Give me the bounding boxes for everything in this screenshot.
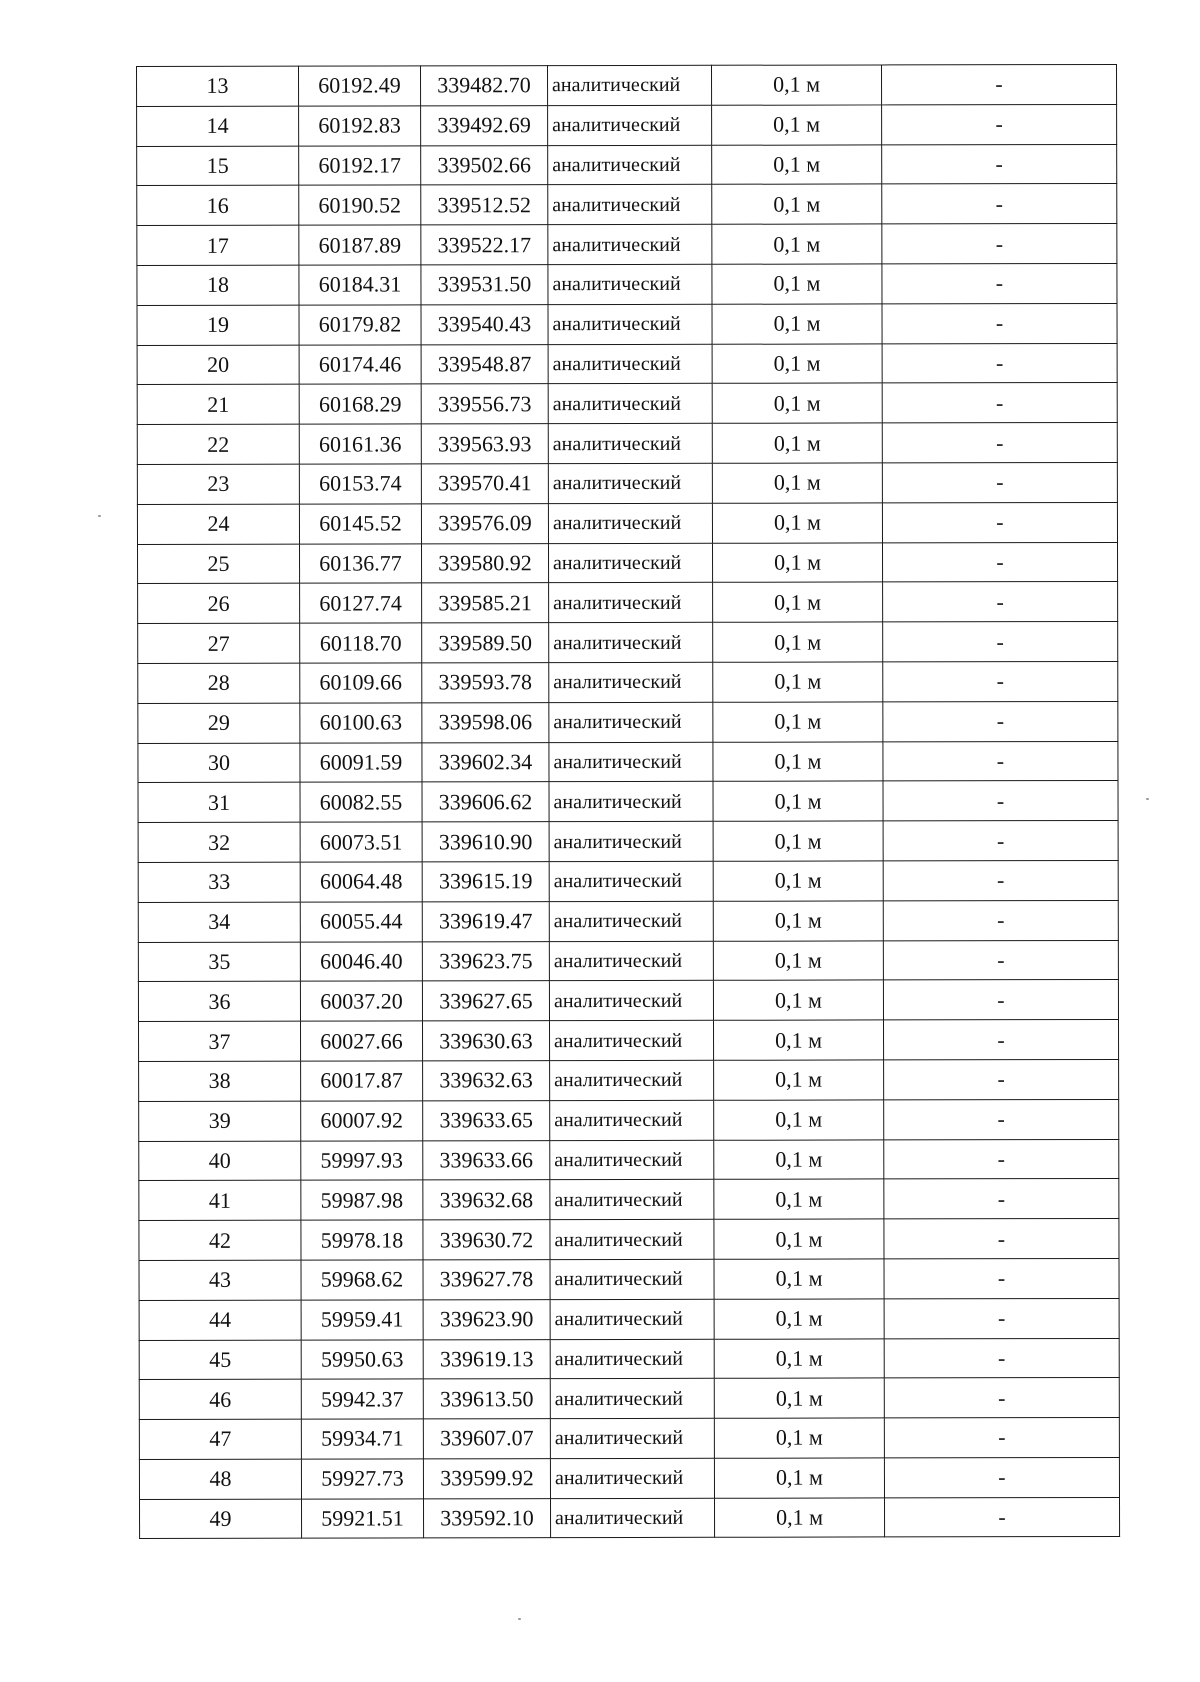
note-cell: - bbox=[882, 144, 1117, 184]
note-cell: - bbox=[884, 1099, 1119, 1139]
x-coordinate-cell: 59987.98 bbox=[301, 1180, 423, 1220]
x-coordinate-cell: 60136.77 bbox=[300, 543, 422, 583]
y-coordinate-cell: 339607.07 bbox=[423, 1419, 550, 1459]
table-row-29 bbox=[138, 701, 1118, 743]
point-number-cell: 43 bbox=[139, 1260, 301, 1300]
coordinates-table-body bbox=[137, 64, 1120, 1539]
table-row-41 bbox=[139, 1179, 1119, 1221]
y-coordinate-cell: 339599.92 bbox=[423, 1459, 550, 1499]
table-row-26 bbox=[138, 582, 1118, 624]
accuracy-cell: 0,1 м bbox=[713, 821, 883, 861]
x-coordinate-cell: 60118.70 bbox=[300, 623, 422, 663]
note-cell: - bbox=[882, 502, 1117, 542]
method-cell: аналитический bbox=[549, 702, 713, 742]
point-number-cell: 46 bbox=[139, 1379, 301, 1419]
table-row-27 bbox=[138, 622, 1118, 664]
point-number-cell: 17 bbox=[137, 225, 299, 265]
note-cell: - bbox=[883, 940, 1118, 980]
method-cell: аналитический bbox=[549, 782, 713, 822]
point-number-cell: 32 bbox=[138, 822, 300, 862]
note-cell: - bbox=[883, 661, 1118, 701]
point-number-cell: 15 bbox=[137, 146, 299, 186]
table-row-39 bbox=[139, 1099, 1119, 1141]
x-coordinate-cell: 60100.63 bbox=[300, 703, 422, 743]
x-coordinate-cell: 60046.40 bbox=[300, 941, 422, 981]
note-cell: - bbox=[883, 781, 1118, 821]
table-row-21 bbox=[137, 383, 1117, 425]
y-coordinate-cell: 339502.66 bbox=[421, 145, 548, 185]
table-row-24 bbox=[137, 502, 1117, 544]
accuracy-cell: 0,1 м bbox=[712, 184, 882, 224]
note-cell: - bbox=[883, 980, 1118, 1020]
table-row-34 bbox=[138, 900, 1118, 942]
accuracy-cell: 0,1 м bbox=[714, 1259, 884, 1299]
x-coordinate-cell: 60161.36 bbox=[299, 424, 421, 464]
point-number-cell: 13 bbox=[137, 66, 299, 106]
table-row-37 bbox=[139, 1020, 1119, 1062]
x-coordinate-cell: 59959.41 bbox=[301, 1300, 423, 1340]
y-coordinate-cell: 339602.34 bbox=[422, 742, 549, 782]
method-cell: аналитический bbox=[549, 742, 713, 782]
y-coordinate-cell: 339570.41 bbox=[421, 464, 548, 504]
method-cell: аналитический bbox=[551, 1498, 715, 1538]
accuracy-cell: 0,1 м bbox=[712, 304, 882, 344]
table-row-43 bbox=[139, 1258, 1119, 1300]
accuracy-cell: 0,1 м bbox=[713, 980, 883, 1020]
accuracy-cell: 0,1 м bbox=[714, 1020, 884, 1060]
table-row-14 bbox=[137, 104, 1117, 146]
point-number-cell: 33 bbox=[138, 862, 300, 902]
point-number-cell: 27 bbox=[138, 623, 300, 663]
y-coordinate-cell: 339556.73 bbox=[421, 384, 548, 424]
note-cell: - bbox=[884, 1258, 1119, 1298]
table-row-46 bbox=[139, 1378, 1119, 1420]
table-row-31 bbox=[138, 781, 1118, 823]
accuracy-cell: 0,1 м bbox=[714, 1299, 884, 1339]
y-coordinate-cell: 339619.13 bbox=[423, 1339, 550, 1379]
table-row-23 bbox=[137, 462, 1117, 504]
note-cell: - bbox=[884, 1179, 1119, 1219]
y-coordinate-cell: 339632.63 bbox=[423, 1061, 550, 1101]
table-row-16 bbox=[137, 184, 1117, 226]
accuracy-cell: 0,1 м bbox=[714, 1219, 884, 1259]
y-coordinate-cell: 339482.70 bbox=[421, 66, 548, 106]
y-coordinate-cell: 339613.50 bbox=[423, 1379, 550, 1419]
y-coordinate-cell: 339522.17 bbox=[421, 225, 548, 265]
coordinates-table bbox=[136, 64, 1120, 1540]
note-cell: - bbox=[883, 582, 1118, 622]
note-cell: - bbox=[881, 64, 1116, 104]
note-cell: - bbox=[882, 383, 1117, 423]
x-coordinate-cell: 59950.63 bbox=[301, 1339, 423, 1379]
note-cell: - bbox=[882, 263, 1117, 303]
method-cell: аналитический bbox=[549, 583, 713, 623]
method-cell: аналитический bbox=[548, 304, 712, 344]
table-row-42 bbox=[139, 1219, 1119, 1261]
note-cell: - bbox=[883, 701, 1118, 741]
method-cell: аналитический bbox=[548, 145, 712, 185]
note-cell: - bbox=[883, 821, 1118, 861]
accuracy-cell: 0,1 м bbox=[714, 1100, 884, 1140]
table-row-45 bbox=[139, 1338, 1119, 1380]
method-cell: аналитический bbox=[548, 344, 712, 384]
method-cell: аналитический bbox=[550, 1299, 714, 1339]
y-coordinate-cell: 339589.50 bbox=[422, 623, 549, 663]
x-coordinate-cell: 60153.74 bbox=[299, 464, 421, 504]
point-number-cell: 42 bbox=[139, 1220, 301, 1260]
point-number-cell: 34 bbox=[138, 902, 300, 942]
method-cell: аналитический bbox=[550, 1418, 714, 1458]
note-cell: - bbox=[883, 1020, 1118, 1060]
table-row-19 bbox=[137, 303, 1117, 345]
method-cell: аналитический bbox=[549, 901, 713, 941]
point-number-cell: 31 bbox=[138, 783, 300, 823]
x-coordinate-cell: 60192.17 bbox=[299, 145, 421, 185]
x-coordinate-cell: 59942.37 bbox=[301, 1379, 423, 1419]
accuracy-cell: 0,1 м bbox=[714, 1179, 884, 1219]
note-cell: - bbox=[884, 1457, 1119, 1497]
y-coordinate-cell: 339632.68 bbox=[423, 1180, 550, 1220]
x-coordinate-cell: 60007.92 bbox=[301, 1101, 423, 1141]
x-coordinate-cell: 60187.89 bbox=[299, 225, 421, 265]
method-cell: аналитический bbox=[550, 1458, 714, 1498]
accuracy-cell: 0,1 м bbox=[713, 861, 883, 901]
method-cell: аналитический bbox=[550, 1180, 714, 1220]
y-coordinate-cell: 339580.92 bbox=[422, 543, 549, 583]
point-number-cell: 25 bbox=[138, 544, 300, 584]
note-cell: - bbox=[883, 860, 1118, 900]
method-cell: аналитический bbox=[549, 622, 713, 662]
x-coordinate-cell: 59921.51 bbox=[302, 1499, 424, 1539]
point-number-cell: 14 bbox=[137, 106, 299, 146]
point-number-cell: 28 bbox=[138, 663, 300, 703]
method-cell: аналитический bbox=[550, 1100, 714, 1140]
point-number-cell: 24 bbox=[137, 504, 299, 544]
accuracy-cell: 0,1 м bbox=[712, 383, 882, 423]
accuracy-cell: 0,1 м bbox=[712, 503, 882, 543]
point-number-cell: 22 bbox=[137, 424, 299, 464]
scan-speck bbox=[1146, 798, 1149, 800]
table-row-47 bbox=[139, 1418, 1119, 1460]
y-coordinate-cell: 339627.78 bbox=[423, 1260, 550, 1300]
point-number-cell: 47 bbox=[139, 1419, 301, 1459]
y-coordinate-cell: 339531.50 bbox=[421, 265, 548, 305]
note-cell: - bbox=[882, 104, 1117, 144]
accuracy-cell: 0,1 м bbox=[712, 344, 882, 384]
x-coordinate-cell: 60192.49 bbox=[299, 66, 421, 106]
y-coordinate-cell: 339563.93 bbox=[421, 424, 548, 464]
method-cell: аналитический bbox=[549, 861, 713, 901]
method-cell: аналитический bbox=[549, 981, 713, 1021]
x-coordinate-cell: 60073.51 bbox=[300, 822, 422, 862]
note-cell: - bbox=[882, 423, 1117, 463]
method-cell: аналитический bbox=[550, 1259, 714, 1299]
method-cell: аналитический bbox=[550, 1060, 714, 1100]
scan-speck bbox=[518, 1618, 521, 1620]
point-number-cell: 30 bbox=[138, 743, 300, 783]
y-coordinate-cell: 339627.65 bbox=[422, 981, 549, 1021]
point-number-cell: 20 bbox=[137, 345, 299, 385]
method-cell: аналитический bbox=[548, 264, 712, 304]
method-cell: аналитический bbox=[548, 423, 712, 463]
y-coordinate-cell: 339606.62 bbox=[422, 782, 549, 822]
y-coordinate-cell: 339548.87 bbox=[421, 344, 548, 384]
x-coordinate-cell: 60091.59 bbox=[300, 742, 422, 782]
x-coordinate-cell: 60082.55 bbox=[300, 782, 422, 822]
method-cell: аналитический bbox=[549, 543, 713, 583]
x-coordinate-cell: 60179.82 bbox=[299, 305, 421, 345]
note-cell: - bbox=[882, 343, 1117, 383]
point-number-cell: 38 bbox=[139, 1061, 301, 1101]
table-row-30 bbox=[138, 741, 1118, 783]
accuracy-cell: 0,1 м bbox=[714, 1139, 884, 1179]
accuracy-cell: 0,1 м bbox=[713, 940, 883, 980]
note-cell: - bbox=[884, 1298, 1119, 1338]
table-row-49 bbox=[140, 1497, 1120, 1539]
y-coordinate-cell: 339633.65 bbox=[423, 1100, 550, 1140]
y-coordinate-cell: 339630.63 bbox=[423, 1021, 550, 1061]
y-coordinate-cell: 339623.75 bbox=[422, 941, 549, 981]
method-cell: аналитический bbox=[549, 662, 713, 702]
y-coordinate-cell: 339512.52 bbox=[421, 185, 548, 225]
table-row-22 bbox=[137, 423, 1117, 465]
point-number-cell: 35 bbox=[138, 942, 300, 982]
x-coordinate-cell: 59934.71 bbox=[301, 1419, 423, 1459]
x-coordinate-cell: 60127.74 bbox=[300, 583, 422, 623]
x-coordinate-cell: 60037.20 bbox=[300, 981, 422, 1021]
table-row-13 bbox=[137, 64, 1117, 106]
accuracy-cell: 0,1 м bbox=[712, 145, 882, 185]
point-number-cell: 18 bbox=[137, 265, 299, 305]
y-coordinate-cell: 339615.19 bbox=[422, 862, 549, 902]
accuracy-cell: 0,1 м bbox=[714, 1338, 884, 1378]
table-row-28 bbox=[138, 661, 1118, 703]
accuracy-cell: 0,1 м bbox=[712, 224, 882, 264]
x-coordinate-cell: 60109.66 bbox=[300, 663, 422, 703]
y-coordinate-cell: 339633.66 bbox=[423, 1140, 550, 1180]
table-row-36 bbox=[138, 980, 1118, 1022]
note-cell: - bbox=[884, 1219, 1119, 1259]
note-cell: - bbox=[884, 1059, 1119, 1099]
accuracy-cell: 0,1 м bbox=[713, 781, 883, 821]
table-row-20 bbox=[137, 343, 1117, 385]
point-number-cell: 39 bbox=[139, 1101, 301, 1141]
x-coordinate-cell: 60190.52 bbox=[299, 185, 421, 225]
x-coordinate-cell: 59978.18 bbox=[301, 1220, 423, 1260]
note-cell: - bbox=[883, 900, 1118, 940]
point-number-cell: 48 bbox=[139, 1459, 301, 1499]
note-cell: - bbox=[882, 184, 1117, 224]
note-cell: - bbox=[884, 1418, 1119, 1458]
point-number-cell: 23 bbox=[137, 464, 299, 504]
method-cell: аналитический bbox=[550, 1020, 714, 1060]
x-coordinate-cell: 60184.31 bbox=[299, 265, 421, 305]
point-number-cell: 49 bbox=[140, 1499, 302, 1539]
note-cell: - bbox=[883, 741, 1118, 781]
method-cell: аналитический bbox=[549, 941, 713, 981]
y-coordinate-cell: 339623.90 bbox=[423, 1299, 550, 1339]
table-row-40 bbox=[139, 1139, 1119, 1181]
method-cell: аналитический bbox=[550, 1140, 714, 1180]
note-cell: - bbox=[882, 462, 1117, 502]
y-coordinate-cell: 339585.21 bbox=[422, 583, 549, 623]
point-number-cell: 21 bbox=[137, 385, 299, 425]
accuracy-cell: 0,1 м bbox=[715, 1498, 885, 1538]
accuracy-cell: 0,1 м bbox=[713, 901, 883, 941]
accuracy-cell: 0,1 м bbox=[711, 65, 881, 105]
method-cell: аналитический bbox=[548, 65, 712, 105]
method-cell: аналитический bbox=[548, 384, 712, 424]
table-row-15 bbox=[137, 144, 1117, 186]
note-cell: - bbox=[884, 1139, 1119, 1179]
x-coordinate-cell: 59968.62 bbox=[301, 1260, 423, 1300]
accuracy-cell: 0,1 м bbox=[714, 1378, 884, 1418]
y-coordinate-cell: 339630.72 bbox=[423, 1220, 550, 1260]
method-cell: аналитический bbox=[550, 1379, 714, 1419]
point-number-cell: 29 bbox=[138, 703, 300, 743]
y-coordinate-cell: 339598.06 bbox=[422, 702, 549, 742]
point-number-cell: 36 bbox=[138, 981, 300, 1021]
table-row-18 bbox=[137, 263, 1117, 305]
accuracy-cell: 0,1 м bbox=[712, 463, 882, 503]
x-coordinate-cell: 60064.48 bbox=[300, 862, 422, 902]
note-cell: - bbox=[882, 224, 1117, 264]
table-row-17 bbox=[137, 224, 1117, 266]
method-cell: аналитический bbox=[549, 821, 713, 861]
point-number-cell: 19 bbox=[137, 305, 299, 345]
table-row-48 bbox=[139, 1457, 1119, 1499]
table-row-32 bbox=[138, 821, 1118, 863]
accuracy-cell: 0,1 м bbox=[712, 105, 882, 145]
y-coordinate-cell: 339593.78 bbox=[422, 663, 549, 703]
x-coordinate-cell: 59997.93 bbox=[301, 1140, 423, 1180]
point-number-cell: 44 bbox=[139, 1300, 301, 1340]
method-cell: аналитический bbox=[548, 463, 712, 503]
note-cell: - bbox=[883, 622, 1118, 662]
accuracy-cell: 0,1 м bbox=[712, 423, 882, 463]
accuracy-cell: 0,1 м bbox=[714, 1418, 884, 1458]
note-cell: - bbox=[882, 542, 1117, 582]
x-coordinate-cell: 60055.44 bbox=[300, 902, 422, 942]
accuracy-cell: 0,1 м bbox=[713, 622, 883, 662]
x-coordinate-cell: 60192.83 bbox=[299, 106, 421, 146]
method-cell: аналитический bbox=[548, 105, 712, 145]
point-number-cell: 37 bbox=[139, 1021, 301, 1061]
table-row-44 bbox=[139, 1298, 1119, 1340]
scan-speck bbox=[98, 515, 101, 517]
table-row-38 bbox=[139, 1059, 1119, 1101]
accuracy-cell: 0,1 м bbox=[714, 1458, 884, 1498]
point-number-cell: 40 bbox=[139, 1141, 301, 1181]
accuracy-cell: 0,1 м bbox=[713, 582, 883, 622]
table-row-25 bbox=[138, 542, 1118, 584]
method-cell: аналитический bbox=[550, 1219, 714, 1259]
accuracy-cell: 0,1 м bbox=[713, 543, 883, 583]
point-number-cell: 41 bbox=[139, 1180, 301, 1220]
point-number-cell: 26 bbox=[138, 584, 300, 624]
y-coordinate-cell: 339592.10 bbox=[424, 1498, 551, 1538]
x-coordinate-cell: 60027.66 bbox=[301, 1021, 423, 1061]
x-coordinate-cell: 60145.52 bbox=[299, 504, 421, 544]
x-coordinate-cell: 60017.87 bbox=[301, 1061, 423, 1101]
accuracy-cell: 0,1 м bbox=[714, 1060, 884, 1100]
method-cell: аналитический bbox=[548, 185, 712, 225]
y-coordinate-cell: 339610.90 bbox=[422, 822, 549, 862]
table-row-33 bbox=[138, 860, 1118, 902]
accuracy-cell: 0,1 м bbox=[713, 702, 883, 742]
x-coordinate-cell: 59927.73 bbox=[301, 1459, 423, 1499]
x-coordinate-cell: 60168.29 bbox=[299, 384, 421, 424]
y-coordinate-cell: 339619.47 bbox=[422, 901, 549, 941]
y-coordinate-cell: 339576.09 bbox=[421, 503, 548, 543]
table-row-35 bbox=[138, 940, 1118, 982]
note-cell: - bbox=[884, 1338, 1119, 1378]
method-cell: аналитический bbox=[550, 1339, 714, 1379]
y-coordinate-cell: 339492.69 bbox=[421, 105, 548, 145]
accuracy-cell: 0,1 м bbox=[712, 264, 882, 304]
note-cell: - bbox=[885, 1497, 1120, 1537]
note-cell: - bbox=[884, 1378, 1119, 1418]
accuracy-cell: 0,1 м bbox=[713, 662, 883, 702]
point-number-cell: 45 bbox=[139, 1340, 301, 1380]
y-coordinate-cell: 339540.43 bbox=[421, 304, 548, 344]
x-coordinate-cell: 60174.46 bbox=[299, 344, 421, 384]
method-cell: аналитический bbox=[548, 503, 712, 543]
note-cell: - bbox=[882, 303, 1117, 343]
accuracy-cell: 0,1 м bbox=[713, 741, 883, 781]
method-cell: аналитический bbox=[548, 224, 712, 264]
point-number-cell: 16 bbox=[137, 186, 299, 226]
